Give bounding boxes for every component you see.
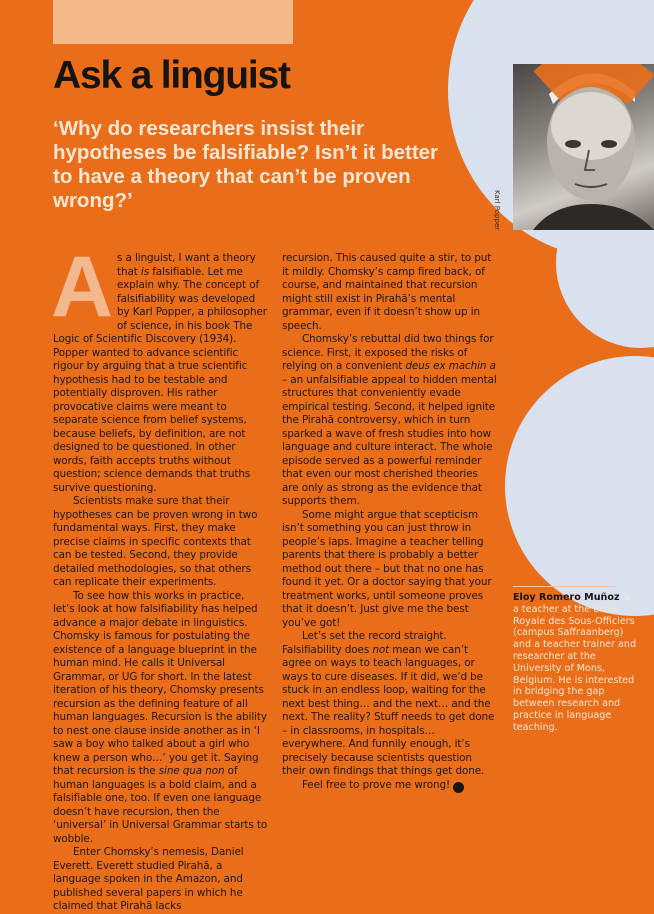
paragraph-text: falsifiable. Let me explain why. The concept of falsifiability was developed by Karl Popper, a philosopher of science, in his book The Logic of Scientific Discovery (1934). Popper wanted to advance scientific rigour by arguing that a true scientific hypothesis had to be testable and potentially disproven. His rather provocative claims were meant to separate science from belief systems, because beliefs, by definition, are not designed to be questioned. In other words, faith accepts truths without question; science demands that truths survive questioning. xyxy=(53,265,267,494)
article-column-2 xyxy=(282,252,497,793)
paragraph-text: Enter Chomsky’s nemesis, Daniel Everett. Everett studied Pirahã, a language spoken in the Amazon, and published several papers in which he claimed that Pirahã lacks xyxy=(53,846,244,912)
paragraph-text: – an unfalsifiable appeal to hidden mental structures that conveniently evade empirical testing. Second, it helped ignite the Pirahã controversy, which in turn sparked a wave of fresh studies into how language and culture interact. The whole episode served as a powerful reminder that even our most cherished theories are only as strong as the evidence that supports them. xyxy=(282,373,497,507)
article-paragraph xyxy=(53,846,268,914)
emphasis-text: sine qua non xyxy=(158,765,225,777)
paragraph-text: Feel free to prove me wrong! xyxy=(302,778,451,791)
article-paragraph xyxy=(282,333,497,509)
paragraph-text: of human languages is a bold claim, and a falsifiable one, too. If even one language doesn’t have recursion, then the ‘universal’ in Universal Grammar starts to wobble. xyxy=(53,765,268,845)
article-paragraph xyxy=(282,252,497,333)
article-paragraph xyxy=(282,509,497,631)
author-divider xyxy=(513,586,617,587)
article-paragraph xyxy=(53,590,268,847)
decorative-circle-lower xyxy=(505,356,654,616)
paragraph-text: Scientists make sure that their hypotheses can be proven wrong in two fundamental ways. First, they make precise claims in specific contexts that can be tested. Second, they provide detailed methodologies, so that others can replicate their experiments. xyxy=(53,495,258,588)
end-of-article-icon: R xyxy=(453,782,464,793)
article-paragraph xyxy=(282,630,497,779)
paragraph-text: Chomsky’s rebuttal did two things for science. First, it exposed the risks of relying on a convenient xyxy=(282,333,494,372)
author-name: Eloy Romero Muñoz xyxy=(513,592,620,603)
article-paragraph xyxy=(282,779,497,793)
paragraph-text: recursion. This caused quite a stir, to put it mildly. Chomsky’s camp fired back, of course, and maintained that recursion might still exist in Pirahã’s mental grammar, even if it doesn’t show up in speech. xyxy=(282,252,492,332)
karl-popper-photo xyxy=(513,64,654,230)
emphasis-text: not xyxy=(372,643,390,656)
article-paragraph xyxy=(53,495,268,590)
emphasis-text: deus ex machin a xyxy=(405,360,496,372)
author-bio-text: is a teacher at the École Royale des Sous-Officiers (campus Saffraanberg) and a teacher trainer and researcher at the University of Mons, Belgium. He is interested in bridging the gap between research and practice in language teaching. xyxy=(513,592,637,733)
photo-caption: Karl Popper xyxy=(493,190,501,231)
paragraph-text: Some might argue that scepticism isn’t something you can just throw in people’s laps. Imagine a teacher telling parents that there is probably a better method out there – but that no one has found it yet. Or a doctor saying that your treatment works, until someone proves that it doesn’t. Just give me the best you’ve got! xyxy=(282,508,492,629)
page-title: Ask a linguist xyxy=(53,54,290,97)
paragraph-text: Let’s set the record straight. Falsifiability does xyxy=(282,630,447,656)
paragraph-text: s a linguist, I want a theory that xyxy=(117,252,256,278)
reader-question: ‘Why do researchers insist their hypotheses be falsifiable? Isn’t it better to have a theory that can’t be proven wrong?’ xyxy=(53,117,439,212)
paragraph-text: mean we can’t agree on ways to teach languages, or ways to cure diseases. If it did, we’d be stuck in an endless loop, waiting for the next best thing… and the next… and the next. The reality? Stuff needs to get done – in classrooms, in hospitals… everywhere. And funnily enough, it’s precisely because scientists question their own findings that things get done. xyxy=(282,643,495,777)
header-accent-block xyxy=(53,0,293,44)
emphasis-text: is xyxy=(140,265,150,278)
paragraph-text: To see how this works in practice, let’s look at how falsifiability has helped advance a major debate in linguistics. Chomsky is famous for postulating the existence of a language blueprint in the human mind. He calls it Universal Grammar, or UG for short. In the latest iteration of his theory, Chomsky presents recursion as the defining feature of all human languages. Recursion is the ability to nest one clause inside another as in ‘I saw a boy who talked about a girl who knew a person who…’ you get it. Saying that recursion is the xyxy=(53,589,267,777)
drop-cap: A xyxy=(51,239,114,335)
article-column-1 xyxy=(51,239,268,914)
article-paragraph xyxy=(51,239,268,495)
author-bio xyxy=(513,592,639,734)
